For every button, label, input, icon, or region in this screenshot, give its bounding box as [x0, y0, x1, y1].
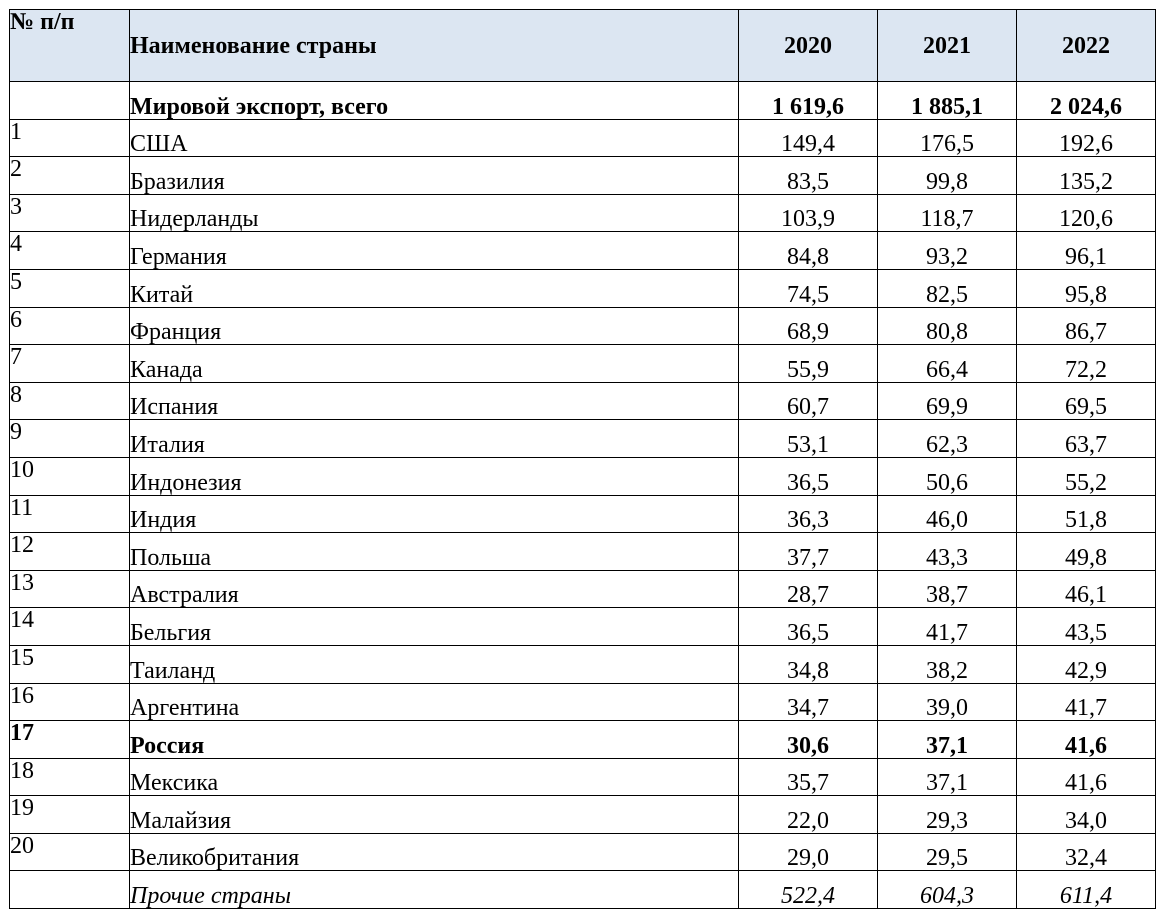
value-2021: 43,3	[878, 533, 1017, 571]
value-2020: 36,5	[739, 457, 878, 495]
value-2022: 43,5	[1017, 608, 1156, 646]
country-name: Италия	[130, 420, 739, 458]
country-name: Прочие страны	[130, 871, 739, 909]
value-2022: 86,7	[1017, 307, 1156, 345]
total-label: Мировой экспорт, всего	[130, 82, 739, 120]
value-2020: 68,9	[739, 307, 878, 345]
country-name: Малайзия	[130, 796, 739, 834]
total-2021: 1 885,1	[878, 82, 1017, 120]
value-2021: 80,8	[878, 307, 1017, 345]
row-number: 1	[10, 119, 130, 157]
row-number: 8	[10, 382, 130, 420]
country-name: Россия	[130, 721, 739, 759]
row-number: 11	[10, 495, 130, 533]
country-name: Бельгия	[130, 608, 739, 646]
value-2020: 149,4	[739, 119, 878, 157]
total-number	[10, 82, 130, 120]
value-2020: 84,8	[739, 232, 878, 270]
value-2021: 82,5	[878, 269, 1017, 307]
table-row	[10, 345, 1156, 383]
value-2020: 34,8	[739, 645, 878, 683]
value-2022: 192,6	[1017, 119, 1156, 157]
value-2020: 55,9	[739, 345, 878, 383]
country-name: Франция	[130, 307, 739, 345]
row-number: 4	[10, 232, 130, 270]
country-name: Индонезия	[130, 457, 739, 495]
value-2020: 36,3	[739, 495, 878, 533]
value-2020: 36,5	[739, 608, 878, 646]
value-2022: 41,7	[1017, 683, 1156, 721]
row-number: 7	[10, 345, 130, 383]
row-number: 17	[10, 721, 130, 759]
value-2020: 53,1	[739, 420, 878, 458]
table-row	[10, 457, 1156, 495]
value-2022: 96,1	[1017, 232, 1156, 270]
value-2021: 38,2	[878, 645, 1017, 683]
value-2020: 103,9	[739, 194, 878, 232]
country-name: Канада	[130, 345, 739, 383]
value-2022: 41,6	[1017, 721, 1156, 759]
value-2022: 32,4	[1017, 833, 1156, 871]
value-2022: 51,8	[1017, 495, 1156, 533]
value-2022: 72,2	[1017, 345, 1156, 383]
header-year-2022: 2022	[1017, 10, 1156, 82]
table-row	[10, 833, 1156, 871]
value-2022: 69,5	[1017, 382, 1156, 420]
export-table	[9, 9, 1156, 909]
value-2021: 37,1	[878, 758, 1017, 796]
value-2022: 46,1	[1017, 570, 1156, 608]
country-name: Нидерланды	[130, 194, 739, 232]
row-number: 13	[10, 570, 130, 608]
value-2022: 120,6	[1017, 194, 1156, 232]
value-2020: 22,0	[739, 796, 878, 834]
value-2020: 74,5	[739, 269, 878, 307]
value-2021: 50,6	[878, 457, 1017, 495]
row-number: 20	[10, 833, 130, 871]
table-row	[10, 119, 1156, 157]
row-number: 6	[10, 307, 130, 345]
header-row	[10, 10, 1156, 82]
row-number: 2	[10, 157, 130, 195]
row-number: 10	[10, 457, 130, 495]
value-2021: 46,0	[878, 495, 1017, 533]
row-number: 3	[10, 194, 130, 232]
table-row	[10, 645, 1156, 683]
row-number: 19	[10, 796, 130, 834]
country-name: Аргентина	[130, 683, 739, 721]
value-2022: 42,9	[1017, 645, 1156, 683]
value-2021: 69,9	[878, 382, 1017, 420]
country-name: США	[130, 119, 739, 157]
value-2021: 99,8	[878, 157, 1017, 195]
country-name: Польша	[130, 533, 739, 571]
value-2021: 38,7	[878, 570, 1017, 608]
table-row	[10, 194, 1156, 232]
value-2020: 29,0	[739, 833, 878, 871]
row-number: 18	[10, 758, 130, 796]
header-country-name: Наименование страны	[130, 10, 739, 82]
value-2020: 37,7	[739, 533, 878, 571]
value-2020: 34,7	[739, 683, 878, 721]
table-row	[10, 495, 1156, 533]
table-row	[10, 269, 1156, 307]
table-row	[10, 533, 1156, 571]
country-name: Китай	[130, 269, 739, 307]
header-year-2021: 2021	[878, 10, 1017, 82]
country-name: Мексика	[130, 758, 739, 796]
value-2020: 522,4	[739, 871, 878, 909]
value-2022: 55,2	[1017, 457, 1156, 495]
row-number: 16	[10, 683, 130, 721]
value-2021: 176,5	[878, 119, 1017, 157]
row-number: 12	[10, 533, 130, 571]
value-2021: 37,1	[878, 721, 1017, 759]
table-row	[10, 570, 1156, 608]
country-name: Таиланд	[130, 645, 739, 683]
total-2020: 1 619,6	[739, 82, 878, 120]
row-number: 14	[10, 608, 130, 646]
table-row	[10, 721, 1156, 759]
value-2021: 118,7	[878, 194, 1017, 232]
value-2021: 29,5	[878, 833, 1017, 871]
value-2020: 60,7	[739, 382, 878, 420]
table-row	[10, 608, 1156, 646]
table-row	[10, 796, 1156, 834]
value-2022: 34,0	[1017, 796, 1156, 834]
value-2021: 66,4	[878, 345, 1017, 383]
value-2022: 135,2	[1017, 157, 1156, 195]
value-2021: 604,3	[878, 871, 1017, 909]
table-row	[10, 683, 1156, 721]
value-2021: 39,0	[878, 683, 1017, 721]
table-row	[10, 307, 1156, 345]
row-number: 9	[10, 420, 130, 458]
header-year-2020: 2020	[739, 10, 878, 82]
country-name: Бразилия	[130, 157, 739, 195]
value-2021: 29,3	[878, 796, 1017, 834]
value-2020: 83,5	[739, 157, 878, 195]
total-row	[10, 82, 1156, 120]
value-2020: 35,7	[739, 758, 878, 796]
header-number: № п/п	[10, 10, 130, 82]
value-2021: 62,3	[878, 420, 1017, 458]
country-name: Германия	[130, 232, 739, 270]
value-2022: 611,4	[1017, 871, 1156, 909]
value-2022: 63,7	[1017, 420, 1156, 458]
value-2021: 41,7	[878, 608, 1017, 646]
value-2022: 49,8	[1017, 533, 1156, 571]
table-row	[10, 382, 1156, 420]
total-2022: 2 024,6	[1017, 82, 1156, 120]
country-name: Испания	[130, 382, 739, 420]
value-2022: 95,8	[1017, 269, 1156, 307]
table-row	[10, 232, 1156, 270]
value-2020: 30,6	[739, 721, 878, 759]
other-countries-row	[10, 871, 1156, 909]
country-name: Австралия	[130, 570, 739, 608]
row-number: 5	[10, 269, 130, 307]
table-row	[10, 758, 1156, 796]
table-row	[10, 420, 1156, 458]
country-name: Индия	[130, 495, 739, 533]
value-2020: 28,7	[739, 570, 878, 608]
value-2022: 41,6	[1017, 758, 1156, 796]
value-2021: 93,2	[878, 232, 1017, 270]
table-row	[10, 157, 1156, 195]
row-number	[10, 871, 130, 909]
country-name: Великобритания	[130, 833, 739, 871]
row-number: 15	[10, 645, 130, 683]
